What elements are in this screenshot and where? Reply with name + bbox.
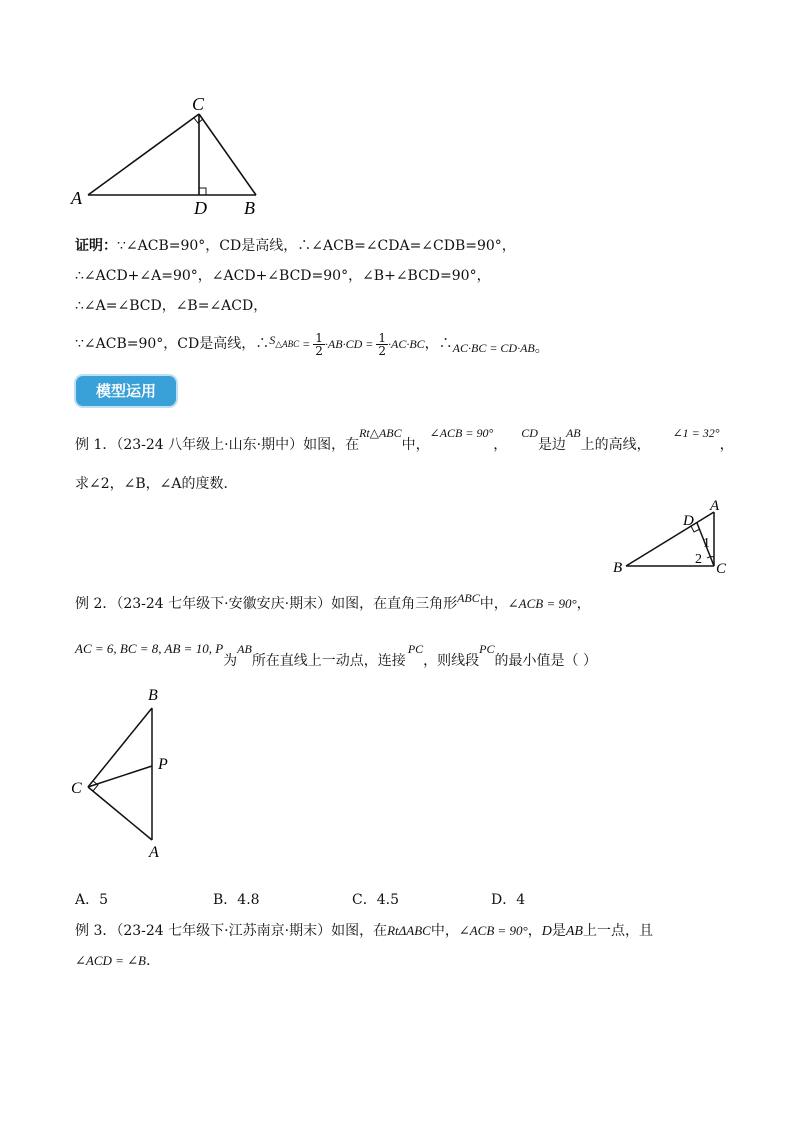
ex2-abc: ABC [457,591,480,605]
proof-line-2: ∴∠ACD+∠A=90°，∠ACD+∠BCD=90°，∠B+∠BCD=90°， [75,268,491,284]
proof-line-3: ∴∠A=∠BCD，∠B=∠ACD， [75,298,268,314]
fraction-half-2: $\frac{1}{2}$ [378,330,386,358]
proof-text-1: ∵∠ACB=90°，CD是高线，∴∠ACB=∠CDA=∠CDB=90°， [117,238,516,254]
ex2-ab: AB [237,642,252,656]
ex1-angle-1: ∠1 = 32° [672,426,720,440]
proof-line-1 [75,236,516,256]
proof-line-4-start: ∵∠ACB=90°，CD是高线，∴ [75,336,270,352]
example-1-line-1: 例 1．（23-24 八年级上·山东·期中）如图，在Rt△ABC中，∠ACB = 90°，CD是边AB上的高线，∠1 = 32°， [75,426,734,453]
area-expr-2: ·AC·BC [387,337,425,351]
ex2-option-b[interactable]: B．4.8 [213,892,260,908]
example-1-figure [600,495,740,580]
ex3-rt-abc: RtΔABC [387,923,431,938]
conclusion-expr: AC·BC = CD·AB [452,341,535,355]
ex2-label-b: B [148,687,158,704]
ex2-option-a[interactable]: A．5 [75,892,109,908]
proof-therefore: ，∴ [424,336,453,352]
right-angle-mark-d [199,188,206,195]
right-angle-marks [194,118,206,195]
ex1-label-c: C [716,561,727,577]
ex1-ab: AB [565,426,581,440]
ex2-angle-acb: ∠ACB = 90° [507,596,577,611]
side-ac [88,114,199,195]
ex2-label-p: P [158,756,168,773]
ex2-segment-pc [88,766,152,787]
fraction-half-1: $\frac{1}{2}$ [315,330,323,358]
ex1-angle-acb: ∠ACB = 90° [429,426,494,440]
ex3-angle-acd-eq-b: ∠ACD = ∠B [75,953,146,968]
ex1-label-b: B [613,560,623,576]
ex2-label-c: C [71,780,82,797]
side-cb [199,114,256,195]
ex2-option-c[interactable]: C．4.5 [352,892,399,908]
proof-line-4: ∵∠ACB=90°，CD是高线，$\therefore S_{\triangle ABC}$ = $\frac{1}{2}$ ·AB·CD = $\frac{1}{2}$ ·AC·BC，∴AC·BC = CD·AB。 [75,330,549,358]
ex1-label-1: 1 [703,536,710,551]
ex2-side-cb [88,708,152,787]
example-3-line-1: 例 3．（23-24 七年级下·江苏南京·期末）如图，在RtΔABC中，∠ACB = 90°，D是AB上一点，且 [75,923,653,939]
ex1-label-a: A [710,498,720,514]
ex2-pc-1: PC [407,642,424,656]
example-3-line-2: ∠ACD = ∠B. [75,953,151,969]
example-2-line-2: AC = 6, BC = 8, AB = 10, P为AB所在直线上一动点，连接PC，则线段PC的最小值是（ ） [75,641,597,669]
area-expr-1: ·AB·CD = [324,337,377,351]
section-badge: 模型运用 [76,376,176,406]
area-symbol: $S_{\triangle ABC}$ [269,333,300,349]
example-2-figure [60,680,190,865]
ex1-cd: CD [521,426,538,440]
ex2-triangle [88,708,152,840]
ex3-angle-acb: ∠ACB = 90° [458,923,528,938]
ex3-d: D [541,924,552,939]
ex2-side-ca [88,787,152,840]
triangle-outline [88,114,256,195]
label-c: C [192,94,205,114]
example-2-line-1: 例 2．（23-24 七年级下·安徽安庆·期末）如图，在直角三角形ABC中，∠ACB = 90°， [75,591,591,612]
ex2-option-d[interactable]: D．4 [491,892,526,908]
ex2-right-angle-mark [93,781,98,791]
label-a: A [71,188,82,208]
label-d: D [194,198,207,218]
ex1-label-d: D [683,513,694,529]
proof-label: 证明： [75,238,117,254]
ex2-pc-2: PC [479,642,495,656]
ex3-ab: AB [565,924,583,939]
ex1-rt-abc: Rt△ABC [359,426,402,440]
ex1-label-2: 2 [695,552,702,567]
ex2-label-a: A [149,844,159,861]
example-1-line-2: 求∠2，∠B，∠A的度数． [75,476,238,492]
figure-1-triangle-acb [60,90,280,220]
ex2-given: AC = 6, BC = 8, AB = 10, P [75,641,224,656]
label-b: B [244,198,255,218]
